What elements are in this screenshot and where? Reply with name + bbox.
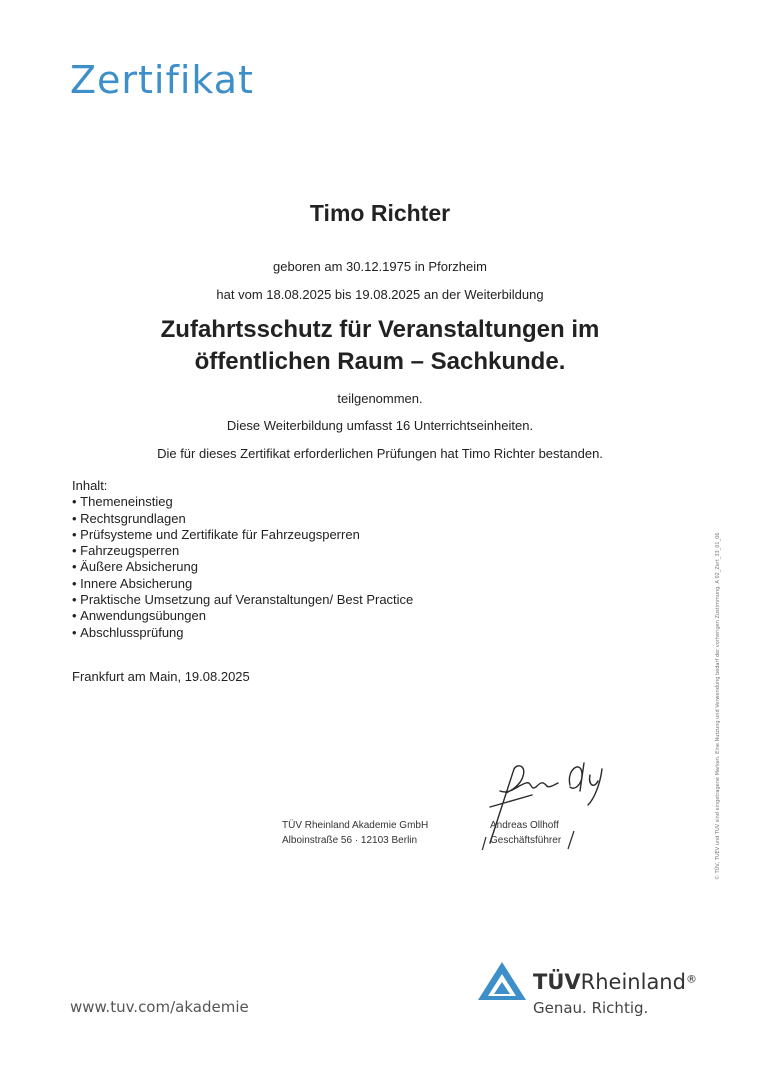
certificate-title: Zertifikat xyxy=(70,58,254,102)
brand-regular: Rheinland xyxy=(580,970,686,994)
list-item: • Prüfsysteme und Zertifikate für Fahrzeugsperren xyxy=(72,527,413,543)
birth-line: geboren am 30.12.1975 in Pforzheim xyxy=(273,259,487,274)
tuv-triangle-icon xyxy=(476,960,528,1002)
footer-url: www.tuv.com/akademie xyxy=(70,998,249,1016)
list-item: • Äußere Absicherung xyxy=(72,559,413,575)
brand-reg-mark: ® xyxy=(685,972,697,986)
issuer-org xyxy=(282,818,428,848)
course-title-line1: Zufahrtsschutz für Veranstaltungen im xyxy=(160,316,600,343)
list-item: • Praktische Umsetzung auf Veranstaltungen/ Best Practice xyxy=(72,592,413,608)
period-line: hat vom 18.08.2025 bis 19.08.2025 an der Weiterbildung xyxy=(216,287,544,302)
side-legal-note: © TÜV, TUEV und TUV sind eingetragene Marken. Eine Nutzung und Verwendung bedarf der vorherigen Zustimmung. A 02_Zert_33_01_06 xyxy=(715,532,721,880)
signer-block xyxy=(490,818,561,848)
content-section xyxy=(72,478,413,641)
participated-line: teilgenommen. xyxy=(337,391,423,406)
list-item: • Fahrzeugsperren xyxy=(72,543,413,559)
brand-bold: TÜV xyxy=(533,970,581,994)
list-item: • Anwendungsübungen xyxy=(72,608,413,624)
signer-name: Andreas Ollhoff xyxy=(490,820,559,831)
units-line: Diese Weiterbildung umfasst 16 Unterrichtseinheiten. xyxy=(226,418,534,433)
list-item: • Innere Absicherung xyxy=(72,576,413,592)
list-item: • Rechtsgrundlagen xyxy=(72,511,413,527)
brand-logo-text xyxy=(533,970,697,994)
participant-name: Timo Richter xyxy=(309,200,451,226)
list-item: • Abschlussprüfung xyxy=(72,625,413,641)
org-name: TÜV Rheinland Akademie GmbH xyxy=(282,820,429,831)
signer-role: Geschäftsführer xyxy=(490,835,562,846)
org-address: Alboinstraße 56 · 12103 Berlin xyxy=(282,835,418,846)
brand-tagline: Genau. Richtig. xyxy=(533,999,649,1017)
list-item: • Themeneinstieg xyxy=(72,494,413,510)
course-title xyxy=(0,314,760,378)
exam-line: Die für dieses Zertifikat erforderlichen Prüfungen hat Timo Richter bestanden. xyxy=(157,446,603,461)
content-list xyxy=(72,494,413,641)
place-date: Frankfurt am Main, 19.08.2025 xyxy=(72,669,250,684)
course-title-line2: öffentlichen Raum – Sachkunde. xyxy=(194,348,566,375)
content-heading: Inhalt: xyxy=(72,478,108,493)
